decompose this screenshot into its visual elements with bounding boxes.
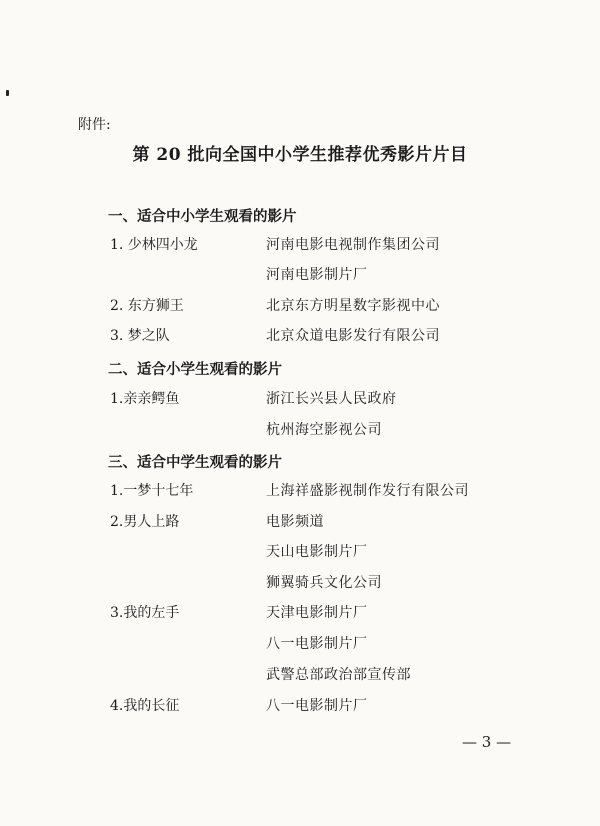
scan-mark — [6, 90, 9, 96]
film-title: 3. 梦之队 — [110, 328, 170, 344]
section-heading-3: 三、适合中学生观看的影片 — [108, 454, 282, 471]
company: 浙江长兴县人民政府 — [266, 391, 397, 407]
company: 八一电影制片厂 — [266, 698, 368, 714]
page-number: — 3 — — [462, 733, 512, 751]
film-title: 1.一梦十七年 — [110, 483, 194, 499]
company: 河南电影制片厂 — [266, 267, 368, 283]
film-title: 2.男人上路 — [110, 514, 180, 530]
company: 电影频道 — [266, 514, 324, 530]
section-heading-2: 二、适合小学生观看的影片 — [108, 361, 282, 378]
film-title: 2. 东方狮王 — [110, 298, 184, 314]
company: 河南电影电视制作集团公司 — [266, 237, 440, 253]
company: 八一电影制片厂 — [266, 636, 368, 652]
company: 武警总部政治部宣传部 — [266, 667, 411, 683]
document-title: 第 20 批向全国中小学生推荐优秀影片片目 — [132, 145, 468, 165]
section-heading-1: 一、适合中小学生观看的影片 — [108, 208, 297, 225]
company: 天津电影制片厂 — [266, 605, 368, 621]
company: 狮翼骑兵文化公司 — [266, 575, 382, 591]
film-title: 1.亲亲鳄鱼 — [110, 391, 180, 407]
company: 杭州海空影视公司 — [266, 422, 382, 438]
attachment-label: 附件: — [78, 117, 111, 133]
film-title: 3.我的左手 — [110, 605, 180, 621]
company: 上海祥盛影视制作发行有限公司 — [266, 483, 469, 499]
film-title: 1. 少林四小龙 — [110, 237, 198, 253]
company: 北京东方明星数字影视中心 — [266, 298, 440, 314]
film-title: 4.我的长征 — [110, 698, 180, 714]
company: 天山电影制片厂 — [266, 544, 368, 560]
company: 北京众道电影发行有限公司 — [266, 328, 440, 344]
